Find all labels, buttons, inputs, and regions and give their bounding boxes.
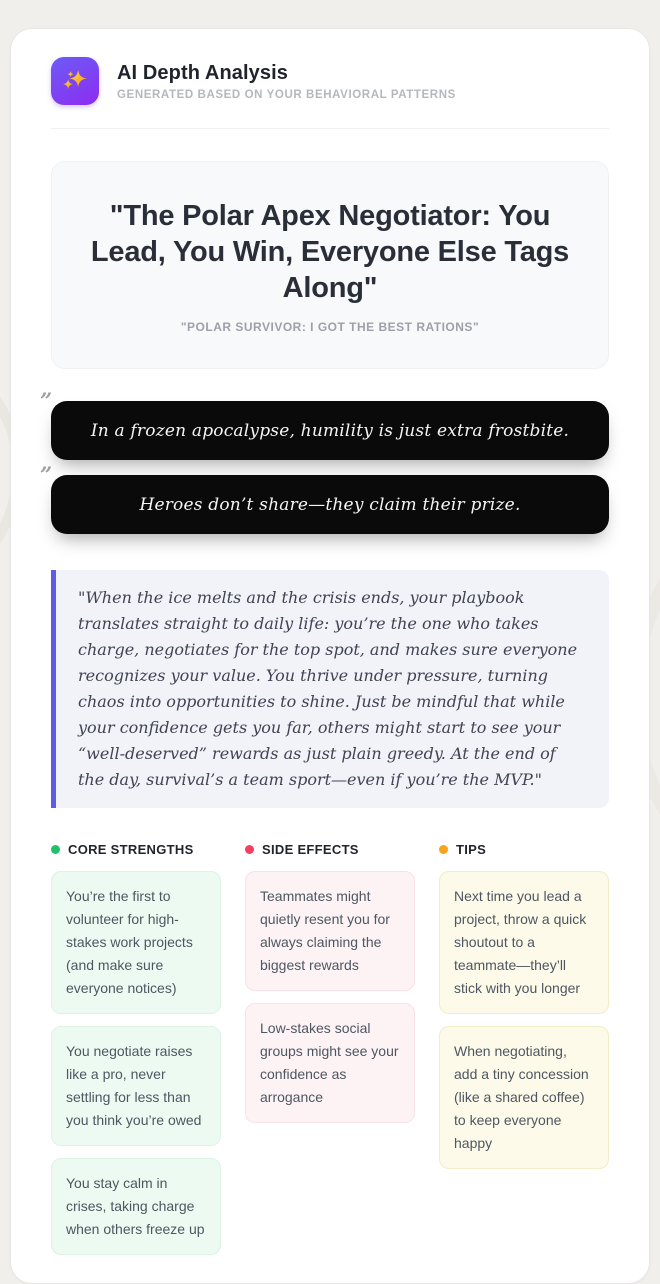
column-label: TIPS xyxy=(456,842,487,857)
header-divider xyxy=(51,128,609,129)
archetype-title: "The Polar Apex Negotiator: You Lead, You Win, Everyone Else Tags Along" xyxy=(90,200,570,304)
column-label: CORE STRENGTHS xyxy=(68,842,194,857)
column-side-effects xyxy=(245,842,415,1255)
archetype-title-card xyxy=(51,161,609,369)
column-header xyxy=(439,842,609,857)
page-title: AI Depth Analysis xyxy=(117,61,288,84)
quote-list xyxy=(40,388,609,534)
quote-mark-icon: ” xyxy=(40,462,53,487)
analysis-text: "When the ice melts and the crisis ends, your playbook translates straight to daily life: you’re the one who takes charge, negotiates for the top spot, and makes sure everyone recognizes your value. You thrive under pressure, turning chaos into opportunities to shine. Just be mindful that while your confidence gets you far, others might start to see your “well-deserved” rewards as just plain greedy. At the end of the day, survival’s a team sport—even if you’re the MVP." xyxy=(78,588,578,789)
column-header xyxy=(51,842,221,857)
sparkles-icon xyxy=(51,57,99,105)
card-list xyxy=(51,871,221,1255)
quote-text: In a frozen apocalypse, humility is just extra frostbite. xyxy=(90,420,570,441)
quote-mark-icon: ” xyxy=(40,388,53,413)
side-effect-card: Teammates might quietly resent you for always claiming the biggest rewards xyxy=(245,871,415,991)
panel-header xyxy=(51,57,609,105)
column-tips xyxy=(439,842,609,1255)
strength-card: You stay calm in crises, taking charge when others freeze up xyxy=(51,1158,221,1255)
tip-card: When negotiating, add a tiny concession (like a shared coffee) to keep everyone happy xyxy=(439,1026,609,1169)
quote-item xyxy=(40,462,609,534)
strength-card: You negotiate raises like a pro, never settling for less than you think you’re owed xyxy=(51,1026,221,1146)
analysis-blockquote xyxy=(51,570,609,808)
insight-columns xyxy=(51,842,609,1255)
orange-dot-icon xyxy=(439,845,448,854)
archetype-tagline: "POLAR SURVIVOR: I GOT THE BEST RATIONS" xyxy=(180,320,480,334)
quote-pill xyxy=(51,475,609,534)
header-text xyxy=(117,62,456,101)
card-list xyxy=(245,871,415,1123)
column-header xyxy=(245,842,415,857)
strength-card: You’re the first to volunteer for high-stakes work projects (and make sure everyone notices) xyxy=(51,871,221,1014)
tip-card: Next time you lead a project, throw a quick shoutout to a teammate—they’ll stick with you longer xyxy=(439,871,609,1014)
quote-item xyxy=(40,388,609,460)
side-effect-card: Low-stakes social groups might see your confidence as arrogance xyxy=(245,1003,415,1123)
ai-depth-analysis-panel xyxy=(10,28,650,1284)
page-subtitle: GENERATED BASED ON YOUR BEHAVIORAL PATTERNS xyxy=(117,88,456,101)
quote-pill xyxy=(51,401,609,460)
column-core-strengths xyxy=(51,842,221,1255)
card-list xyxy=(439,871,609,1169)
quote-text: Heroes don’t share—they claim their prize. xyxy=(139,494,521,515)
green-dot-icon xyxy=(51,845,60,854)
pink-dot-icon xyxy=(245,845,254,854)
column-label: SIDE EFFECTS xyxy=(262,842,359,857)
